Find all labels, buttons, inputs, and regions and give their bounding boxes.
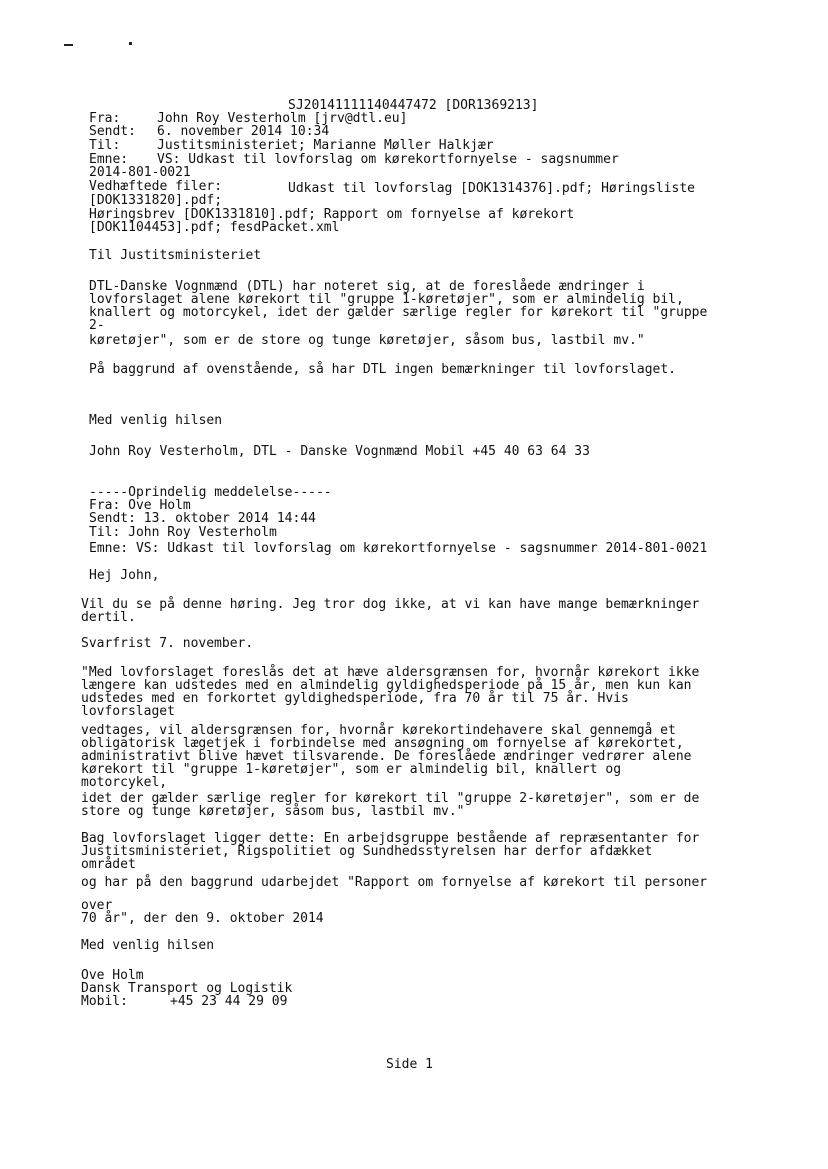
background-line: og har på den baggrund udarbejdet "Rapport om fornyelse af kørekort til personer [81, 875, 708, 890]
scan-dot-mark [129, 42, 132, 45]
reply-paragraph-2: På baggrund af ovenstående, så har DTL ingen bemærkninger til lovforslaget. [89, 362, 676, 377]
original-deadline: Svarfrist 7. november. [81, 636, 254, 651]
original-body-line: dertil. [81, 610, 136, 625]
attachments-line-2: [DOK1331820].pdf; [89, 193, 223, 208]
original-body-line: Vil du se på denne høring. Jeg tror dog ikke, at vi kan have mange bemærkninger [81, 597, 700, 612]
quote-line: "Med lovforslaget foreslås det at hæve aldersgrænsen for, hvornår kørekort ikke [81, 665, 700, 680]
quote-line: vedtages, vil aldersgrænsen for, hvornår kørekortindehavere skal gennemgå et [81, 723, 676, 738]
original-from: Fra: Ove Holm [89, 498, 191, 513]
original-greeting: Hej John, [89, 568, 160, 583]
subject-label: Emne: [89, 152, 129, 167]
quote-line: udstedes med en forkortet gyldighedsperiode, fra 70 år til 75 år. Hvis [81, 691, 629, 706]
signature-organization: Dansk Transport og Logistik [81, 981, 293, 996]
scan-dash-mark [64, 44, 73, 46]
background-line: Bag lovforslaget ligger dette: En arbejdsgruppe bestående af repræsentanter for [81, 831, 700, 846]
original-separator: -----Oprindelig meddelelse----- [89, 485, 332, 500]
quote-line: store og tunge køretøjer, såsom bus, lastbil mv." [81, 804, 465, 819]
page-number: Side 1 [386, 1057, 433, 1072]
attachments-label: Vedhæftede filer: [89, 179, 223, 194]
attachments-line-3: Høringsbrev [DOK1331810].pdf; Rapport om fornyelse af kørekort [89, 207, 575, 222]
reply-closing: Med venlig hilsen [89, 413, 223, 428]
signature-name: Ove Holm [81, 968, 144, 983]
quote-line: kørekort til "gruppe 1-køretøjer", som er almindelig bil, knallert og [81, 762, 622, 777]
original-subject: Emne: VS: Udkast til lovforslag om kørekortfornyelse - sagsnummer 2014-801-0021 [89, 541, 708, 556]
original-to: Til: John Roy Vesterholm [89, 525, 277, 540]
reply-paragraph-line: 2- [89, 318, 105, 333]
background-line: over [81, 898, 113, 913]
reply-signature: John Roy Vesterholm, DTL - Danske Vognmænd Mobil +45 40 63 64 33 [89, 444, 590, 459]
document-id: SJ20141111140447472 [DOR1369213] [288, 98, 539, 113]
reply-paragraph-line: DTL-Danske Vognmænd (DTL) har noteret sig, at de foreslåede ændringer i [89, 279, 645, 294]
signature-mobile-value: +45 23 44 29 09 [170, 994, 288, 1009]
signature-mobile-label: Mobil: [81, 994, 128, 1009]
to-label: Til: [89, 138, 121, 153]
subject-value: VS: Udkast til lovforslag om kørekortfornyelse - sagsnummer [157, 152, 619, 167]
background-line: 70 år", der den 9. oktober 2014 [81, 911, 324, 926]
reply-paragraph-line: lovforslaget alene kørekort til "gruppe 1-køretøjer", som er almindelig bil, [89, 292, 684, 307]
attachments-value: Udkast til lovforslag [DOK1314376].pdf; Høringsliste [288, 181, 695, 196]
reply-salutation: Til Justitsministeriet [89, 248, 262, 263]
from-label: Fra: [89, 111, 121, 126]
quote-line: længere kan udstedes med en almindelig gyldighedsperiode på 15 år, men kun kan [81, 678, 692, 693]
reply-paragraph-line: køretøjer", som er de store og tunge køretøjer, såsom bus, lastbil mv." [89, 333, 645, 348]
sent-value: 6. november 2014 10:34 [157, 124, 330, 139]
quote-line: obligatorisk lægetjek i forbindelse med ansøgning om fornyelse af kørekortet, [81, 736, 684, 751]
background-line: området [81, 857, 136, 872]
original-closing: Med venlig hilsen [81, 938, 215, 953]
quote-line: administrativt blive hævet tilsvarende. De foreslåede ændringer vedrører alene [81, 749, 692, 764]
original-sent: Sendt: 13. oktober 2014 14:44 [89, 511, 316, 526]
to-value: Justitsministeriet; Marianne Møller Halkjær [157, 138, 494, 153]
background-line: Justitsministeriet, Rigspolitiet og Sundhedsstyrelsen har derfor afdækket [81, 844, 653, 859]
quote-line: idet der gælder særlige regler for kørekort til "gruppe 2-køretøjer", som er de [81, 791, 700, 806]
from-value: John Roy Vesterholm [jrv@dtl.eu] [157, 111, 408, 126]
reply-paragraph-line: knallert og motorcykel, idet der gælder særlige regler for kørekort til "gruppe [89, 305, 708, 320]
attachments-line-4: [DOK1104453].pdf; fesdPacket.xml [89, 220, 340, 235]
sent-label: Sendt: [89, 124, 136, 139]
quote-line: motorcykel, [81, 775, 168, 790]
quote-line: lovforslaget [81, 704, 175, 719]
subject-continuation: 2014-801-0021 [89, 165, 191, 180]
